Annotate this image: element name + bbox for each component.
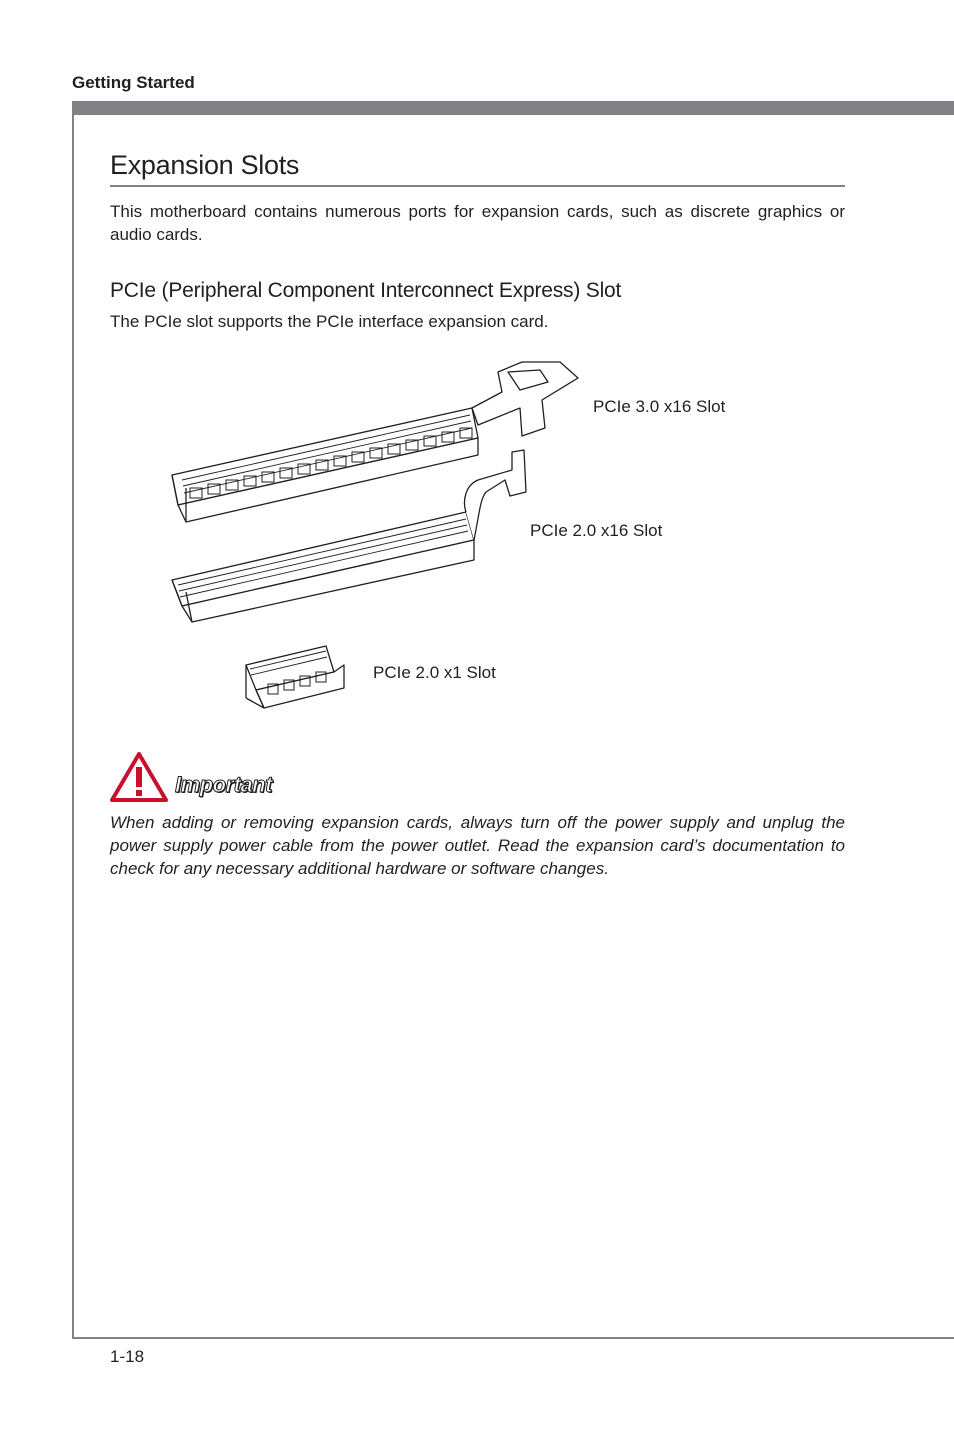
intro-paragraph: This motherboard contains numerous ports for expansion cards, such as discrete graphics or audio cards.: [110, 202, 845, 244]
warning-triangle-icon: [109, 751, 169, 803]
page-title: Expansion Slots: [110, 150, 300, 180]
page-number: 1-18: [110, 1347, 145, 1366]
important-heading: Important: [175, 772, 272, 797]
important-notice-text: When adding or removing expansion cards, always turn off the power supply and unplug the power supply power cable from the power outlet. Read the expansion card’s documentation to check for any necessary additional hardware or software changes.: [110, 813, 845, 878]
section-label: Getting Started: [72, 73, 195, 92]
pcie2-x16-label: PCIe 2.0 x16 Slot: [530, 521, 663, 540]
pcie2-x1-slot-drawing: [246, 646, 344, 708]
pcie3-x16-label: PCIe 3.0 x16 Slot: [593, 397, 726, 416]
pcie3-x16-slot-drawing: [172, 362, 578, 522]
pcie2-x1-label: PCIe 2.0 x1 Slot: [373, 663, 496, 682]
pcie-description: The PCIe slot supports the PCIe interface expansion card.: [110, 312, 549, 331]
pcie-subtitle: PCIe (Peripheral Component Interconnect Express) Slot: [110, 279, 622, 302]
footer-rule: [72, 1337, 954, 1339]
